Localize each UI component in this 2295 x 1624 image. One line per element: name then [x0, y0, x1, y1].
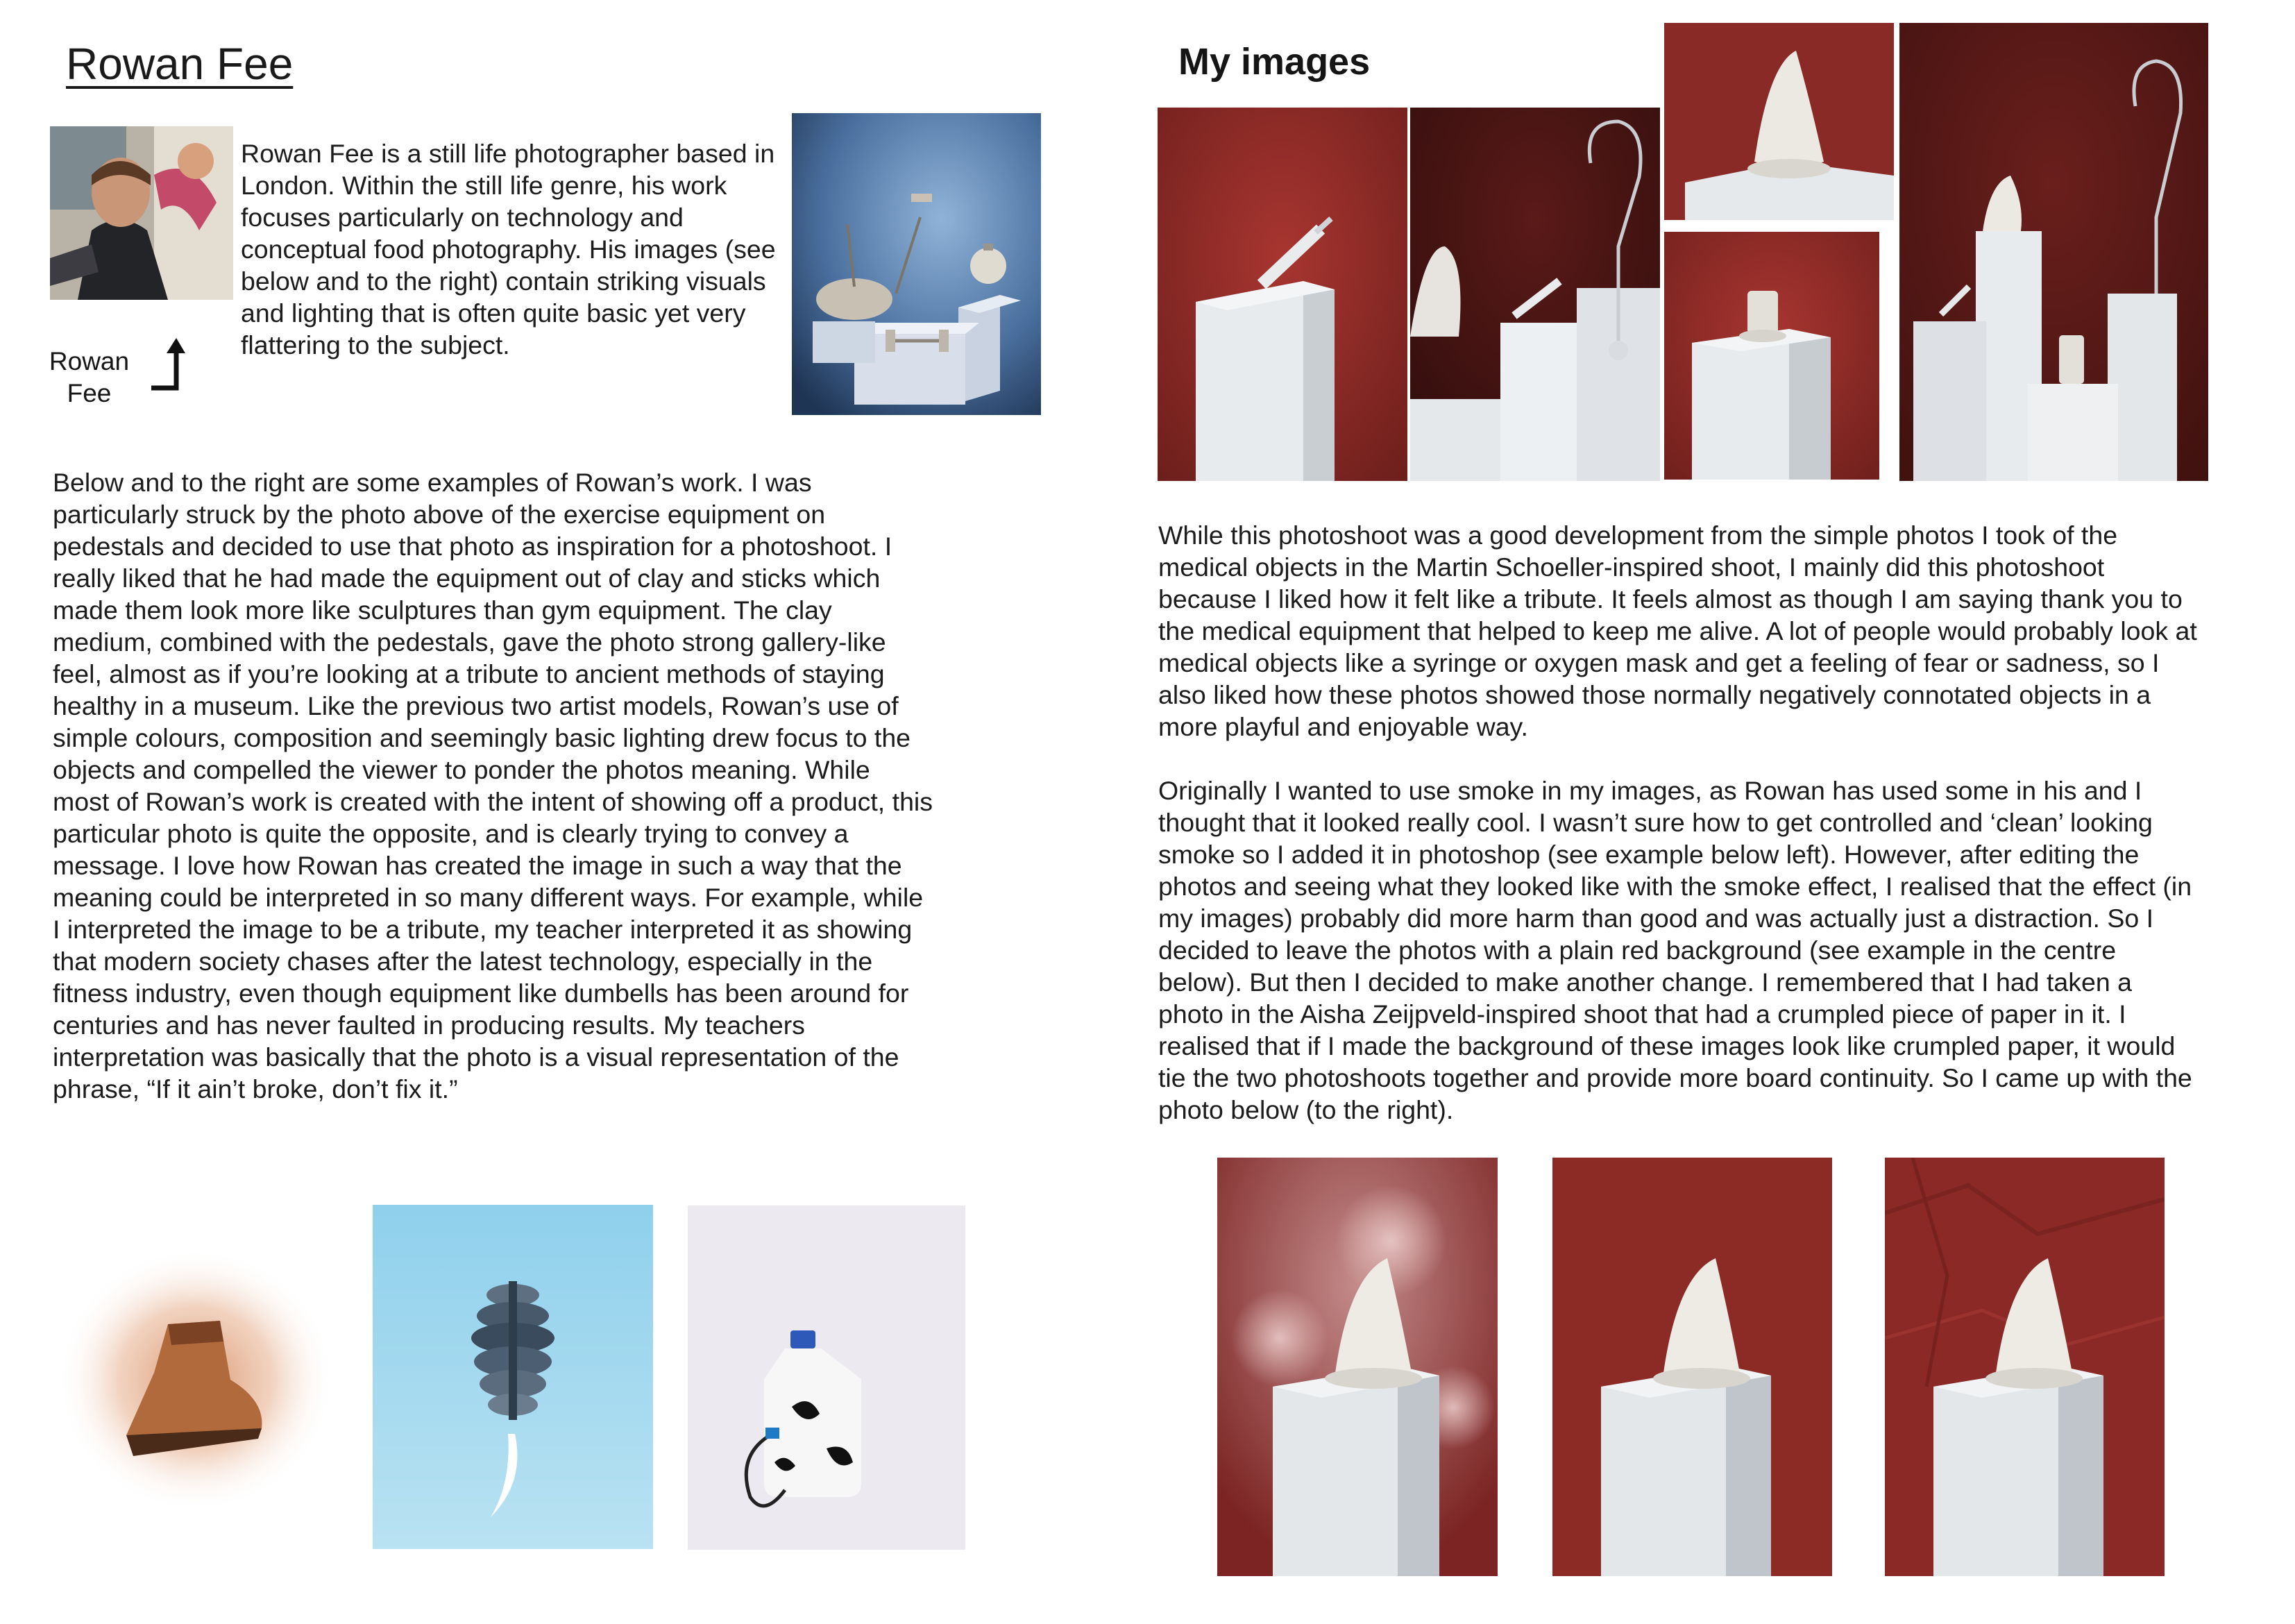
rowan-fee-portrait-photo: [50, 126, 233, 300]
my-images-paragraph-2: Originally I wanted to use smoke in my images, as Rowan has used some in his and I thought that it looked really cool. I wasn’t sure how to get controlled and ‘clean’ looking smoke so I added it in photoshop (see example below left). However, after editing the photos and seeing what they looked like with the smoke effect, I realised that the effect (in my images) probably did more harm than good and was actually just a distraction. So I decided to leave the photos with a plain red background (see example in the centre below). But then I decided to make another change. I remembered that I had taken a photo in the Aisha Zeijpveld-inspired shoot that had a crumpled piece of paper in it. I realised that if I made the background of these images look like crumpled paper, it would tie the two photoshoots together and provide more board continuity. So I came up with the photo below (to the right).: [1158, 776, 2192, 1124]
ear-stethoscope-photo: [1410, 108, 1660, 481]
milk-carton-photo: [688, 1206, 965, 1550]
boot-smoke-photo: [50, 1206, 333, 1557]
intro-text: Rowan Fee is a still life photographer based in London. Within the still life genre, his work focuses particularly on technology and conceptual food photography. His images (see below and to the right) contain striking visuals and lighting that is often quite basic yet very flattering to the subject.: [241, 139, 776, 360]
nose-pedestal-photo: [1664, 23, 1894, 220]
syringe-pedestal-photo: [1158, 108, 1407, 481]
my-images-paragraph-1: While this photoshoot was a good development from the simple photos I took of the medical objects in the Martin Schoeller-inspired shoot, I mainly did this photoshoot because I liked how it felt like a tribute. It feels almost as though I am saying thank you to the medical equipment that helped to keep me alive. A lot of people would probably look at medical objects like a syringe or oxygen mask and get a feeling of fear or sadness, so I also liked how these photos showed those normally negatively connotated objects in a more playful and enjoyable way.: [1158, 521, 2197, 741]
arrow-up-icon: [147, 335, 185, 392]
levitating-weights-photo: [373, 1205, 653, 1549]
page-title: Rowan Fee: [66, 39, 294, 89]
analysis-text: Below and to the right are some examples of Rowan’s work. I was particularly struck by the photo above of the exercise equipment on pedestals and decided to use that photo as inspiration for a photoshoot. I really liked that he had made the equipment out of clay and sticks which made them look more like sculptures than gym equipment. The clay medium, combined with the pedestals, gave the photo strong gallery-like feel, almost as if you’re looking at a tribute to ancient methods of staying healthy in a museum. Like the previous two artist models, Rowan’s use of simple colours, composition and seemingly basic lighting drew focus to the objects and compelled the viewer to ponder the photos meaning. While most of Rowan’s work is created with the intent of showing off a product, this particular photo is quite the opposite, and is clearly trying to convey a message. I love how Rowan has created the image in such a way that the meaning could be interpreted in so many different ways. For example, while I interpreted the image to be a tribute, my teacher interpreted it as showing that modern society chases after the latest technology, especially in the fitness industry, even though equipment like dumbells has been around for centuries and has never faulted in producing results. My teachers interpretation was basically that the photo is a visual representation of the phrase, “If it ain’t broke, don’t fix it.”: [53, 468, 933, 1103]
portrait-caption: [39, 346, 139, 409]
exercise-equipment-photo: [792, 113, 1041, 415]
inhaler-pedestal-photo: [1664, 232, 1879, 480]
plain-red-version-photo: [1552, 1158, 1832, 1576]
combined-tribute-photo: [1899, 23, 2208, 481]
my-images-heading: My images: [1178, 41, 1371, 83]
crumpled-paper-version-photo: [1885, 1158, 2165, 1576]
smoke-version-photo: [1217, 1158, 1498, 1576]
portrait-caption-line1: Rowan: [49, 347, 130, 375]
portrait-caption-line2: Fee: [67, 379, 112, 407]
